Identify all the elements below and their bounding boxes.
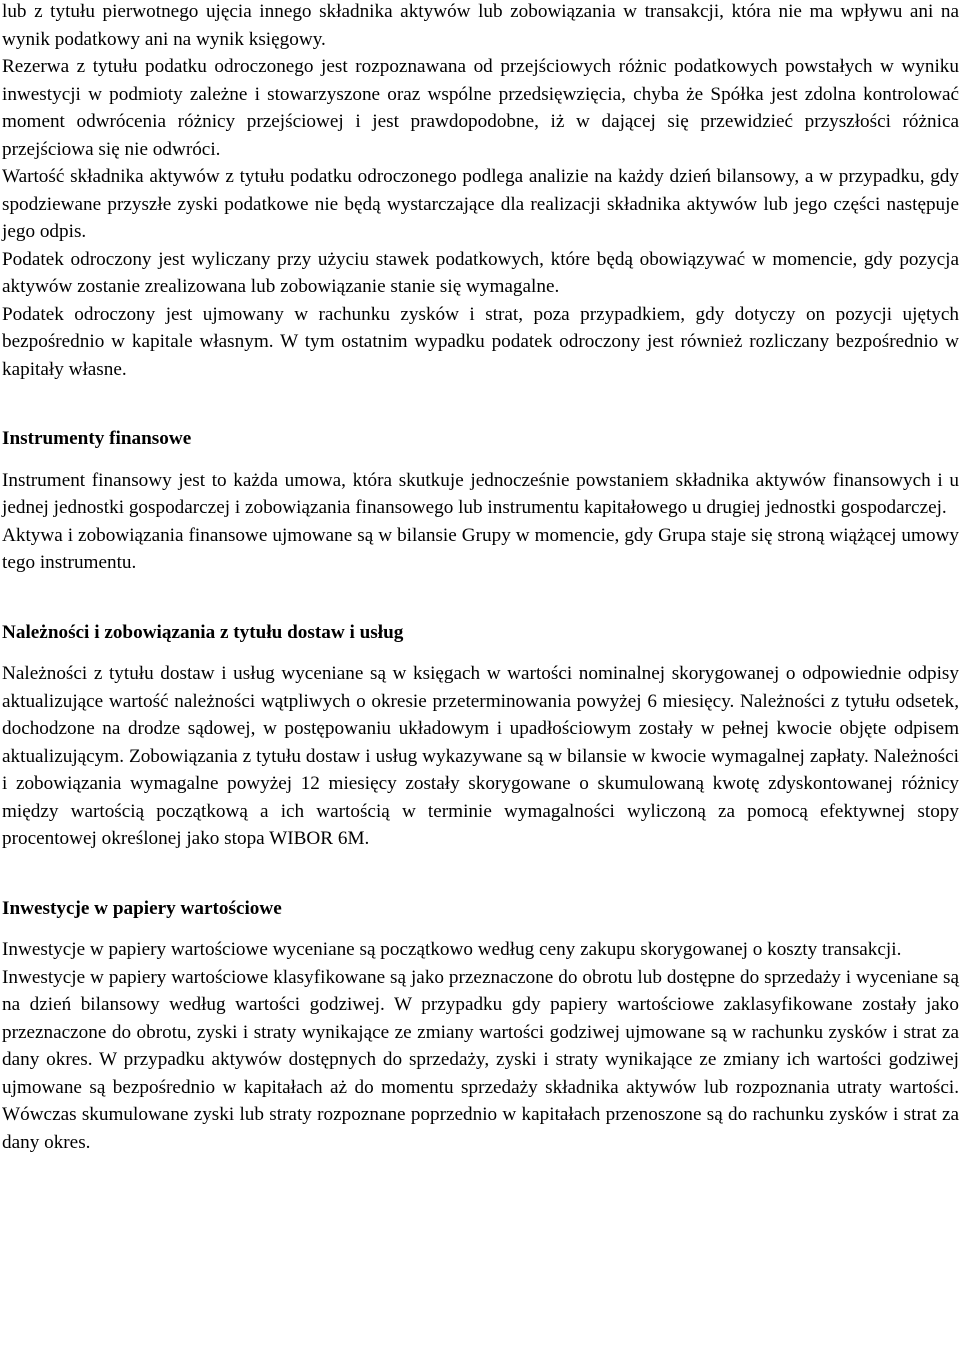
heading-financial-instruments: Instrumenty finansowe: [2, 428, 192, 449]
paragraph-financial-instrument-recognition: Aktywa i zobowiązania finansowe ujmowane są w bilansie Grupy w momencie, gdy Grupa staje się stroną wiążącej umowy tego instrumentu.: [2, 524, 959, 573]
paragraph-financial-instrument-definition: Instrument finansowy jest to każda umowa, która skutkuje jednocześnie powstaniem składnika aktywów finansowych i u jednej jednostki gospodarczej i zobowiązania finansowego lub instrumentu kapitałowego u drugiej jednostki gospodarczej.: [2, 469, 959, 518]
paragraph-receivables-valuation: Należności z tytułu dostaw i usług wyceniane są w księgach w wartości nominalnej skorygowanej o odpowiednie odpisy aktualizujące wartość należności wątpliwych o okresie przeterminowania powyżej 6 miesięcy. Należności z tytułu odsetek, dochodzone na drodze sądowej, w postępowaniu układowym i upadłościowym zostały w pełnej kwocie objęte odpisem aktualizującym. Zobowiązania z tytułu dostaw i usług wykazywane są w bilansie w kwocie wymagalnej zapłaty. Należności i zobowiązania wymagalne powyżej 12 miesięcy zostały skorygowane o skumulowaną kwotę zdyskontowanej różnicy między wartością początkową a ich wartością w terminie wymagalności wyliczoną za pomocą efektywnej stopy procentowej określonej jako stopa WIBOR 6M.: [2, 663, 959, 849]
paragraph-deferred-tax-rates: Podatek odroczony jest wyliczany przy użyciu stawek podatkowych, które będą obowiązywać w momencie, gdy pozycja aktywów zostanie zrealizowana lub zobowiązanie stanie się wymagalne.: [2, 248, 959, 297]
heading-securities-investments: Inwestycje w papiery wartościowe: [2, 897, 282, 919]
paragraph-deferred-tax-reserve: Rezerwa z tytułu podatku odroczonego jest rozpoznawana od przejściowych różnic podatkowych powstałych w wyniku inwestycji w podmioty zależne i stowarzyszone oraz wspólne przedsięwzięcia, chyba że Spółka jest zdolna kontrolować moment odwrócenia różnicy przejściowej i jest prawdopodobne, iż w dającej się przewidzieć przyszłości różnica przejściowa się nie odwróci.: [2, 56, 959, 160]
paragraph-tax-intro: lub z tytułu pierwotnego ujęcia innego składnika aktywów lub zobowiązania w transakcji, która nie ma wpływu ani na wynik podatkowy ani na wynik księgowy.: [2, 1, 959, 50]
paragraph-deferred-tax-asset-value: Wartość składnika aktywów z tytułu podatku odroczonego podlega analizie na każdy dzień bilansowy, a w przypadku, gdy spodziewane przyszłe zyski podatkowe nie będą wystarczające dla realizacji składnika aktywów lub jego części następuje jego odpis.: [2, 166, 959, 242]
paragraph-deferred-tax-recognition: Podatek odroczony jest ujmowany w rachunku zysków i strat, poza przypadkiem, gdy dotyczy on pozycji ujętych bezpośrednio w kapitale własnym. W tym ostatnim wypadku podatek odroczony jest również rozliczany bezpośrednio w kapitały własne.: [2, 303, 959, 380]
paragraph-securities-initial-valuation: Inwestycje w papiery wartościowe wyceniane są początkowo według ceny zakupu skorygowanej o koszty transakcji.: [2, 939, 902, 960]
paragraph-securities-classification: Inwestycje w papiery wartościowe klasyfikowane są jako przeznaczone do obrotu lub dostępne do sprzedaży i wyceniane są na dzień bilansowy według wartości godziwej. W przypadku gdy papiery wartościowe zaklasyfikowane zostały jako przeznaczone do obrotu, zyski i straty wynikające ze zmiany wartości godziwej ujmowane są w rachunku zysków i strat za dany okres. W przypadku aktywów dostępnych do sprzedaży, zyski i straty wynikające ze zmiany ich wartości godziwej ujmowane są bezpośrednio w kapitałach aż do momentu sprzedaży składnika aktywów lub rozpoznania utraty wartości. Wówczas skumulowane zyski lub straty rozpoznane poprzednio w kapitałach przenoszone są do rachunku zysków i strat za dany okres.: [2, 966, 959, 1153]
heading-receivables-payables: Należności i zobowiązania z tytułu dostaw i usług: [2, 621, 404, 643]
